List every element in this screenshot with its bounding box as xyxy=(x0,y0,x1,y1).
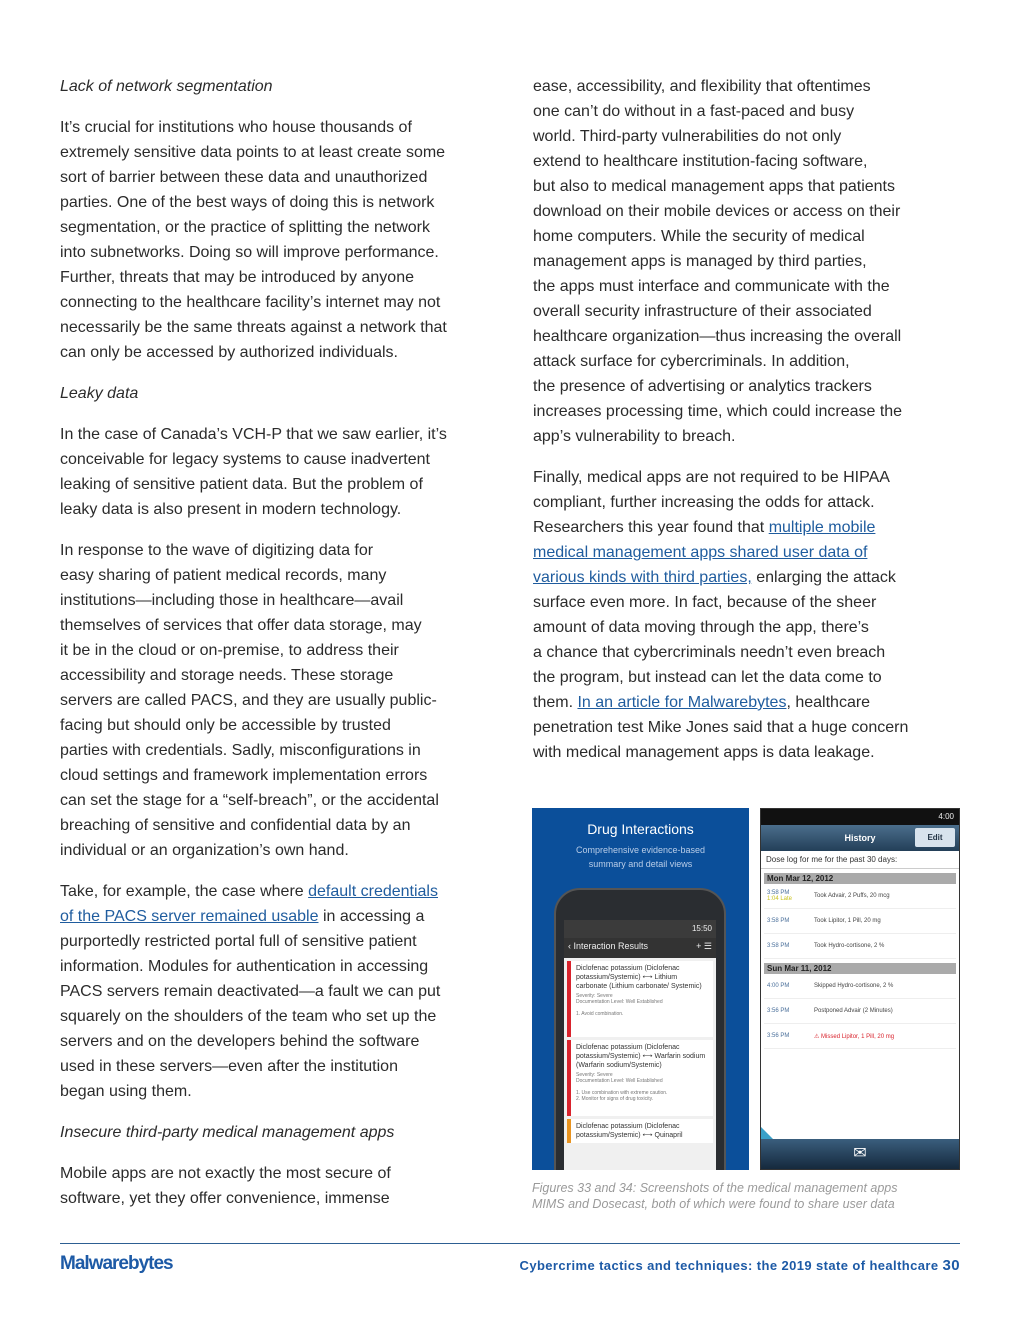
card-title: Diclofenac potassium (Diclofenac potassium/Systemic) ⟷ Quinapril xyxy=(576,1123,683,1139)
left-column xyxy=(60,74,500,1227)
text: in accessing a purportedly restricted portal full of sensitive patient information. Modules for authentication in accessing PACS servers remain deactivated—a fault we can put squarely on the shoulders of the team who set up the servers and on the developers behind the software used in these servers—even after the institution began using them. xyxy=(60,908,441,1100)
figure-title: Drug Interactions xyxy=(587,821,694,837)
dose-row xyxy=(764,999,956,1024)
dose-time-cell xyxy=(764,890,814,902)
dose-time-cell xyxy=(764,983,814,989)
status-bar xyxy=(564,920,716,938)
paragraph: In response to the wave of digitizing data for easy sharing of patient medical records, many institutions—including those in healthcare—avail themselves of services that offer data storage, may it be in the cloud or on-premise, to address their accessibility and storage needs. These storage servers are called PACS, and they are usually public- facing but should only be accessible by trusted parties with credentials. Sadly, misconfigurations in cloud settings and framework implementation errors can set the stage for a “self-breach”, or the accidental breaching of sensitive and confidential data by an individual or an organization’s own hand. xyxy=(60,542,439,859)
dose-event: Took Hydro-cortisone, 2 % xyxy=(814,943,885,949)
dose-time: 3:58 PM xyxy=(767,890,790,896)
subheading: Insecure third-party medical management apps xyxy=(60,1124,395,1141)
paragraph: ease, accessibility, and flexibility that oftentimes one can’t do without in a fast-paced and busy world. Third-party vulnerabilities do not only extend to healthcare institution-facing software, but also to medical management apps that patients download on their mobile devices or access on their home computers. While the security of medical management apps is managed by third parties, the apps must interface and communicate with the overall security infrastructure of their associated healthcare organization—thus increasing the overall attack surface for cybercriminals. In addition, the presence of advertising or analytics trackers increases processing time, which could increase the app’s vulnerability to breach. xyxy=(533,78,903,445)
dose-time: 3:56 PM xyxy=(767,1008,790,1014)
dose-event: Took Advair, 2 Puffs, 20 mcg xyxy=(814,893,890,899)
app-nav-bar xyxy=(564,938,716,958)
figure-dosecast-screenshot xyxy=(760,808,960,1170)
dose-event: Took Lipitor, 1 Pill, 20 mg xyxy=(814,918,881,924)
figure-subtitle: Comprehensive evidence-based summary and detail views xyxy=(575,845,706,869)
subheading: Lack of network segmentation xyxy=(60,78,273,95)
status-time: 15:50 xyxy=(691,924,712,933)
dose-time-cell xyxy=(764,1008,814,1014)
intro-text: Dose log for me for the past 30 days: xyxy=(761,851,959,869)
dose-time: 3:58 PM xyxy=(767,918,790,924)
footer-title xyxy=(520,1257,960,1274)
phone-screen xyxy=(564,920,716,1170)
dose-row xyxy=(764,1024,956,1049)
dose-time-cell xyxy=(764,918,814,924)
dose-time-cell xyxy=(764,943,814,949)
dose-row xyxy=(764,909,956,934)
figure-caption: Figures 33 and 34: Screenshots of the medical management apps MIMS and Dosecast, both of which were found to share user data xyxy=(532,1181,898,1211)
mail-icon: ✉ xyxy=(853,1145,867,1162)
card-meta: Severity: Severe Documentation Level: Well Established 1. Avoid combination. xyxy=(576,993,663,1017)
app-header xyxy=(761,825,959,851)
status-time: 4:00 xyxy=(938,812,954,821)
card-title: Diclofenac potassium (Diclofenac potassium/Systemic) ⟷ Warfarin sodium (Warfarin sodium/Systemic) xyxy=(576,1044,706,1069)
footer-divider xyxy=(60,1243,960,1244)
malwarebytes-logo: Malwarebytes xyxy=(60,1253,173,1274)
paragraph xyxy=(533,465,963,765)
malwarebytes-article-link[interactable]: In an article for Malwarebytes xyxy=(577,694,787,711)
interaction-card xyxy=(567,1040,713,1116)
dose-event: ⚠ Missed Lipitor, 1 Pill, 20 mg xyxy=(814,1033,895,1040)
dose-row xyxy=(764,884,956,909)
text: enlarging the attack surface even more. In fact, because of the sheer amount of data moving through the app, there’s a chance that cybercriminals needn’t even breach the program, but instead can let the data come to them. xyxy=(533,569,896,711)
dose-row xyxy=(764,934,956,959)
right-column xyxy=(533,74,963,781)
interaction-card xyxy=(567,961,713,1037)
figure-mims-screenshot xyxy=(532,808,749,1170)
pacs-credentials-link[interactable]: default credentials of the PACS server remained usable xyxy=(60,883,438,925)
text: , healthcare penetration test Mike Jones said that a huge concern with medical management apps is data leakage. xyxy=(533,694,909,761)
day-header: Mon Mar 12, 2012 xyxy=(764,873,956,884)
card-title: Diclofenac potassium (Diclofenac potassium/Systemic) ⟷ Lithium carbonate (Lithium carbonate/ Systemic) xyxy=(576,965,702,990)
edit-button: Edit xyxy=(915,828,955,847)
subheading: Leaky data xyxy=(60,385,139,402)
card-meta: Severity: Severe Documentation Level: Well Established 1. Use combination with extreme caution. 2. Monitor for signs of drug toxicity. xyxy=(576,1072,668,1102)
late-label: 1:04 Late xyxy=(767,896,793,902)
dose-time: 3:56 PM xyxy=(767,1033,790,1039)
phone-mockup xyxy=(554,888,726,1170)
text: Finally, medical apps are not required to be HIPAA compliant, further increasing the odds for attack. Researchers this year found that xyxy=(533,469,890,536)
dose-time: 4:00 PM xyxy=(767,983,790,989)
app-footer xyxy=(761,1139,959,1169)
paragraph: Mobile apps are not exactly the most secure of software, yet they offer convenience, immense xyxy=(60,1165,391,1207)
header-title: History xyxy=(844,833,876,843)
nav-title: ‹ Interaction Results xyxy=(568,941,649,951)
paragraph: It’s crucial for institutions who house thousands of extremely sensitive data points to at least create some sort of barrier between these data and unauthorized parties. One of the best ways of doing this is network segmentation, or the practice of splitting the network into subnetworks. Doing so will improve performance. Further, threats that may be introduced by anyone connecting to the healthcare facility’s internet may not necessarily be the same threats against a network that can only be accessed by authorized individuals. xyxy=(60,119,447,361)
add-menu-icon: + ☰ xyxy=(696,941,712,951)
page-number: 30 xyxy=(942,1257,960,1274)
medical-apps-study-link[interactable]: multiple mobile medical management apps shared user data of various kinds with third parties, xyxy=(533,519,876,586)
text: Take, for example, the case where xyxy=(60,883,309,900)
status-bar xyxy=(761,809,959,825)
report-title: Cybercrime tactics and techniques: the 2019 state of healthcare xyxy=(519,1258,939,1273)
dose-event: Postponed Advair (2 Minutes) xyxy=(814,1008,893,1014)
paragraph: In the case of Canada’s VCH-P that we saw earlier, it’s conceivable for legacy systems to cause inadvertent leaking of sensitive patient data. But the problem of leaky data is also present in modern technology. xyxy=(60,426,447,518)
day-header: Sun Mar 11, 2012 xyxy=(764,963,956,974)
dose-row xyxy=(764,974,956,999)
dose-event: Skipped Hydro-cortisone, 2 % xyxy=(814,983,894,989)
dose-log xyxy=(761,873,959,1049)
dose-time: 3:58 PM xyxy=(767,943,790,949)
paragraph xyxy=(60,879,500,1104)
interaction-card xyxy=(567,1119,713,1143)
dose-time-cell xyxy=(764,1033,814,1039)
